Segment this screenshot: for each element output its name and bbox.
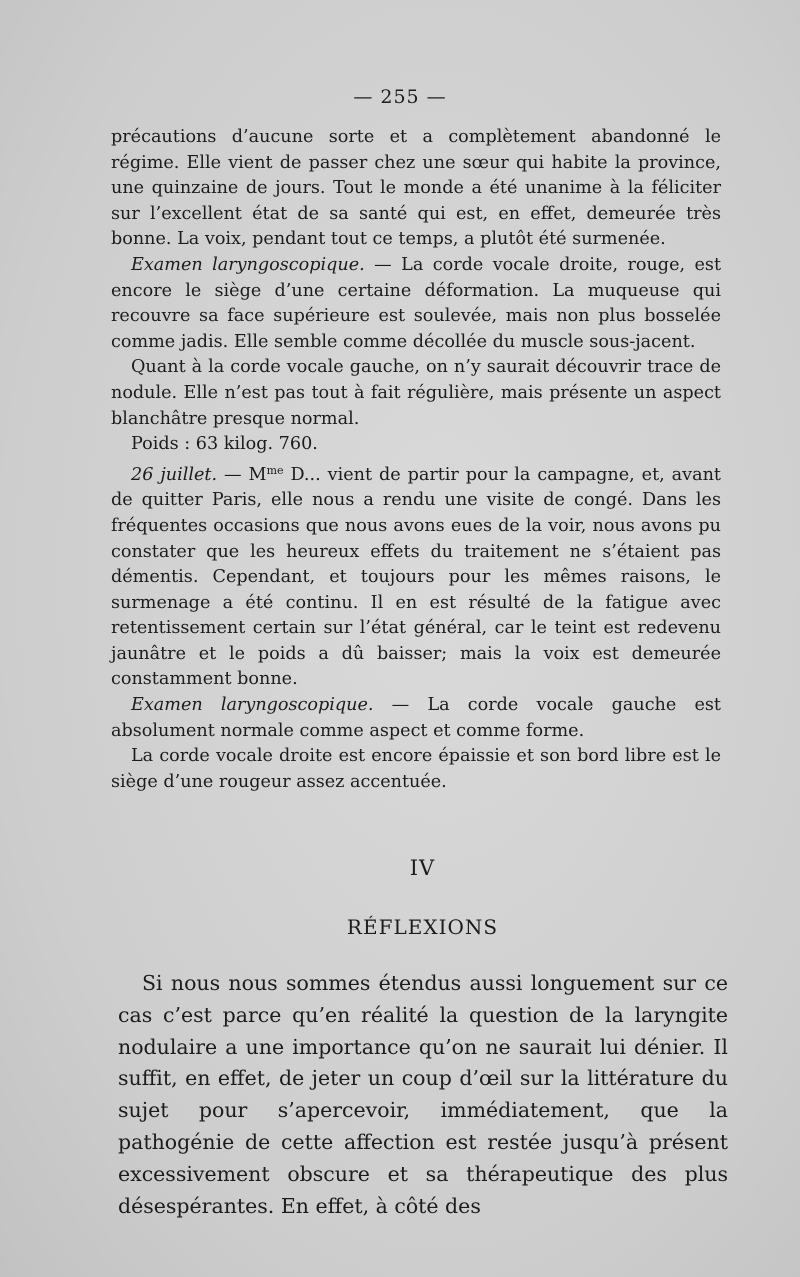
paragraph-7: La corde vocale droite est encore épaissie et son bord libre est le siège d’une rougeur assez accentuée. (111, 746, 721, 792)
title-superscript: me (266, 463, 284, 477)
date-dash: — M (217, 464, 267, 485)
reflections-paragraph: Si nous nous sommes étendus aussi longuement sur ce cas c’est parce qu’en réalité la question de la laryngite nodulaire a une importance qu’on ne saurait lui dénier. Il suffit, en effet, de jeter un coup d’œil sur la littérature du sujet pour s’apercevoir, immédiatement, que la pathogénie de cette affection est restée jusqu’à présent excessivement obscure et sa thérapeutique des plus désespérantes. En effet, à côté des (118, 971, 728, 1218)
paragraph-1: précautions d’aucune sorte et a complètement abandonné le régime. Elle vient de passer chez une sœur qui habite la province, une quinzaine de jours. Tout le monde a été unanime à la féliciter sur l’excellent état de sa santé qui est, en effet, demeurée très bonne. La voix, pendant tout ce temps, a plutôt été surmenée. (111, 127, 721, 250)
paragraph-6 (111, 693, 721, 744)
page-number: — 255 — (353, 86, 447, 108)
exam-text-2: — La corde vocale gauche est absolument normale comme aspect et comme forme. (111, 695, 721, 741)
paragraph-5 (111, 458, 721, 693)
reflections-section (118, 968, 728, 1222)
section-number: IV (409, 856, 436, 880)
paragraph-3: Quant à la corde vocale gauche, on n’y saurait découvrir trace de nodule. Elle n’est pas tout à fait régulière, mais présente un aspect blanchâtre presque normal. (111, 357, 721, 429)
paragraph-4: Poids : 63 kilog. 760. (131, 434, 318, 455)
exam-label: Examen laryngoscopique. (131, 254, 365, 275)
case-notes (111, 125, 721, 795)
paragraph-2 (111, 253, 721, 355)
exam-text: — La corde vocale droite, rouge, est encore le siège d’une certaine déformation. La muqueuse qui recouvre sa face supérieure est soulevée, mais non plus bosselée comme jadis. Elle semble comme décollée du muscle sous-jacent. (111, 254, 722, 352)
date-label: 26 juillet. (131, 464, 218, 485)
exam-label-2: Examen laryngoscopique. (131, 695, 374, 716)
visit-text: D... vient de partir pour la campagne, et, avant de quitter Paris, elle nous a rendu une visite de congé. Dans les fréquentes occasions que nous avons eues de la voir, nous avons pu constater que les heureux effets du traitement ne s’étaient pas démentis. Cependant, et toujours pour les mêmes raisons, le surmenage a été continu. Il en est résulté de la fatigue avec retentissement certain sur l’état général, car le teint est redevenu jaunâtre et le poids a dû baisser; mais la voix est demeurée constamment bonne. (111, 464, 721, 690)
section-title: RÉFLEXIONS (346, 915, 499, 939)
